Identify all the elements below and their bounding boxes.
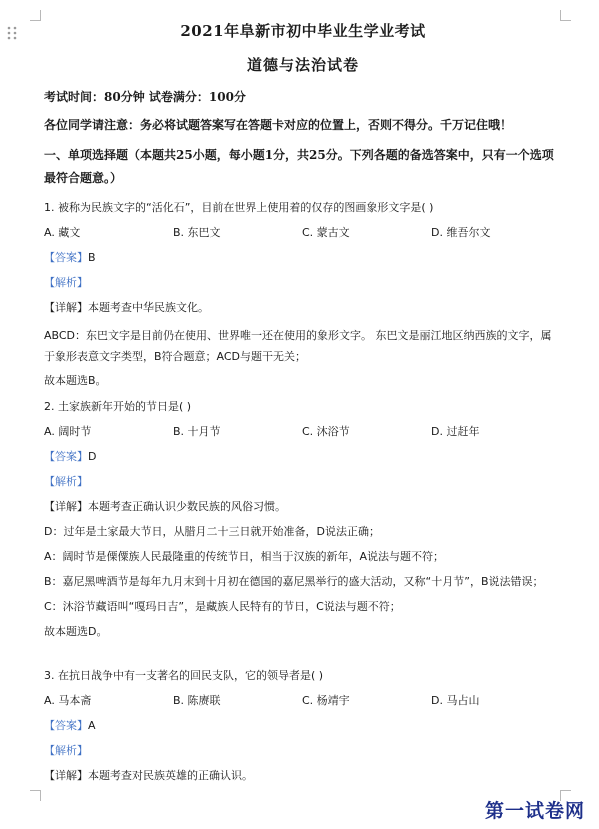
- question-3: [44, 668, 562, 784]
- answer-label: 【答案】: [44, 450, 88, 463]
- analysis-label: 【解析】: [44, 744, 88, 757]
- option-d: D. 过赶年: [431, 425, 480, 438]
- option-c: C. 蒙古文: [302, 226, 350, 239]
- crop-mark-bottom-left: [30, 790, 41, 801]
- answer-line: [44, 449, 562, 465]
- section-heading: 一、单项选择题（本题共25小题，每小题1分，共25分。下列各题的备选答案中，只有一个选项最符合题意。）: [44, 148, 554, 185]
- detail-line: C：沐浴节藏语叫“嘎玛日吉”，是藏族人民特有的节日，C说法与题不符；: [44, 600, 401, 613]
- question-stem: 1. 被称为民族文字的“活化石”，目前在世界上使用着的仅存的图画象形文字是( ): [44, 201, 434, 214]
- detail-line: 【详解】本题考查中华民族文化。: [44, 301, 209, 314]
- answer-label: 【答案】: [44, 719, 88, 732]
- option-a: A. 藏文: [44, 226, 81, 239]
- page-title: 2021年阜新市初中毕业生学业考试: [180, 22, 426, 40]
- option-a: A. 马本斋: [44, 694, 92, 707]
- question-options: [44, 424, 562, 440]
- option-c: C. 沐浴节: [302, 425, 350, 438]
- option-d: D. 维吾尔文: [431, 226, 491, 239]
- question-2: [44, 399, 562, 640]
- question-options: [44, 225, 562, 241]
- crop-mark-top-left: [30, 10, 41, 21]
- option-b: B. 东巴文: [173, 226, 221, 239]
- question-1: [44, 200, 562, 389]
- detail-line: A：阔时节是傈僳族人民最隆重的传统节日，相当于汉族的新年，A说法与题不符；: [44, 550, 445, 563]
- drag-handle-icon[interactable]: [6, 26, 18, 40]
- option-b: B. 十月节: [173, 425, 221, 438]
- question-stem: 3. 在抗日战争中有一支著名的回民支队，它的领导者是( ): [44, 669, 324, 682]
- option-a: A. 阔时节: [44, 425, 92, 438]
- exam-notice: 各位同学请注意：务必将试题答案写在答题卡对应的位置上，否则不得分。千万记住哦！: [44, 118, 513, 132]
- detail-line: ABCD：东巴文字是目前仍在使用、世界唯一还在使用的象形文字。 东巴文是丽江地区纳西族的文字，属于象形表意文字类型，B符合题意；ACD与题干无关；: [44, 329, 552, 363]
- page-subtitle: 道德与法治试卷: [246, 56, 359, 74]
- question-options: [44, 693, 562, 709]
- detail-line: 【详解】本题考查正确认识少数民族的风俗习惯。: [44, 500, 286, 513]
- answer-line: [44, 718, 562, 734]
- option-d: D. 马占山: [431, 694, 480, 707]
- option-b: B. 陈赓联: [173, 694, 221, 707]
- detail-line: 故本题选D。: [44, 625, 108, 638]
- answer-value: D: [88, 450, 97, 463]
- analysis-label: 【解析】: [44, 276, 88, 289]
- answer-line: [44, 250, 562, 266]
- document-content: [44, 14, 562, 784]
- exam-meta: 考试时间：80分钟 试卷满分：100分: [44, 90, 246, 104]
- answer-value: B: [88, 251, 96, 264]
- answer-value: A: [88, 719, 96, 732]
- detail-line: 【详解】本题考查对民族英雄的正确认识。: [44, 769, 253, 782]
- detail-line: 故本题选B。: [44, 374, 107, 387]
- detail-line: D：过年是土家最大节日，从腊月二十三日就开始准备，D说法正确；: [44, 525, 380, 538]
- site-watermark: 第一试卷网: [484, 800, 585, 822]
- option-c: C. 杨靖宇: [302, 694, 350, 707]
- question-stem: 2. 土家族新年开始的节日是( ): [44, 400, 192, 413]
- answer-label: 【答案】: [44, 251, 88, 264]
- detail-line: B：嘉尼黑啤酒节是每年九月末到十月初在德国的嘉尼黑举行的盛大活动，又称“十月节”，B说法错误；: [44, 575, 544, 588]
- analysis-label: 【解析】: [44, 475, 88, 488]
